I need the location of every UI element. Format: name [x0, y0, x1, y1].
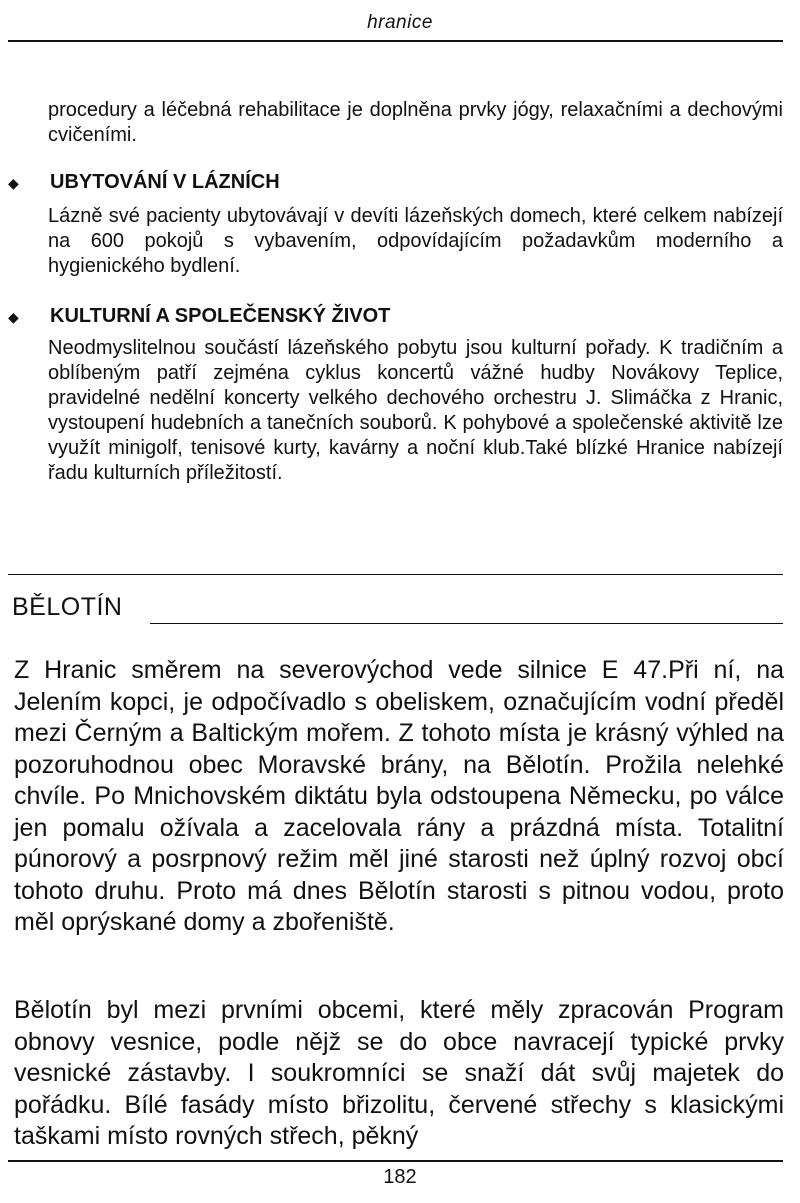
- diamond-bullet-icon: ◆: [8, 309, 19, 325]
- running-head: hranice: [367, 12, 433, 33]
- intro-paragraph: procedury a léčebná rehabilitace je doplněna prvky jógy, relaxačními a dechovými cvičeními.: [48, 99, 783, 146]
- chapter-top-rule: [8, 574, 783, 575]
- section-body: Lázně své pacienty ubytovávají v devíti lázeňských domech, které celkem nabízejí na 600 pokojů s vybavením, odpovídajícím požadavkům moderního a hygienického bydlení.: [48, 205, 783, 277]
- footer-rule: [8, 1160, 783, 1162]
- header-rule: [8, 40, 783, 42]
- section-heading: UBYTOVÁNÍ V LÁZNÍCH: [50, 171, 280, 193]
- chapter-paragraph: Bělotín byl mezi prvními obcemi, které měly zpracován Program obnovy vesnice, podle nějž se do obce navracejí typické prvky vesnické zástavby. I soukromníci se snaží dát svůj majetek do pořádku. Bílé fasády místo břizolitu, červené střechy s klasickými taškami místo rovných střech, pěkný: [14, 996, 784, 1150]
- page-number: 182: [383, 1166, 417, 1188]
- section-body: Neodmyslitelnou součástí lázeňského pobytu jsou kulturní pořady. K tradičním a oblíbeným patří zejména cyklus koncertů vážné hudby Novákovy Teplice, pravidelné nedělní koncerty velkého dechového orchestru J. Slimáčka z Hranic, vystoupení hudebních a tanečních souborů. K pohybové a společenské aktivitě lze využít minigolf, tenisové kurty, kavárny a noční klub.Také blízké Hranice nabízejí řadu kulturních příležitostí.: [48, 337, 783, 484]
- chapter-paragraph: Z Hranic směrem na severovýchod vede silnice E 47.Při ní, na Jelením kopci, je odpočívadlo s obeliskem, označujícím vodní předěl mezi Černým a Baltickým mořem. Z tohoto místa je krásný výhled na pozoruhodnou obec Moravské brány, na Bělotín. Prožila nelehké chvíle. Po Mnichovském diktátu byla odstoupena Německu, po válce jen pomalu ožívala a zacelovala rány a prázdná místa. Totalitní púnorový a posrpnový režim měl jiné starosti než úplný rozvoj obcí tohoto druhu. Proto má dnes Bělotín starosti s pitnou vodou, proto měl oprýskané domy a zbořeniště.: [14, 656, 784, 936]
- section-heading: KULTURNÍ A SPOLEČENSKÝ ŽIVOT: [50, 305, 391, 327]
- chapter-title-rule: [150, 623, 783, 624]
- chapter-title: BĚLOTÍN: [12, 593, 123, 621]
- diamond-bullet-icon: ◆: [8, 175, 19, 191]
